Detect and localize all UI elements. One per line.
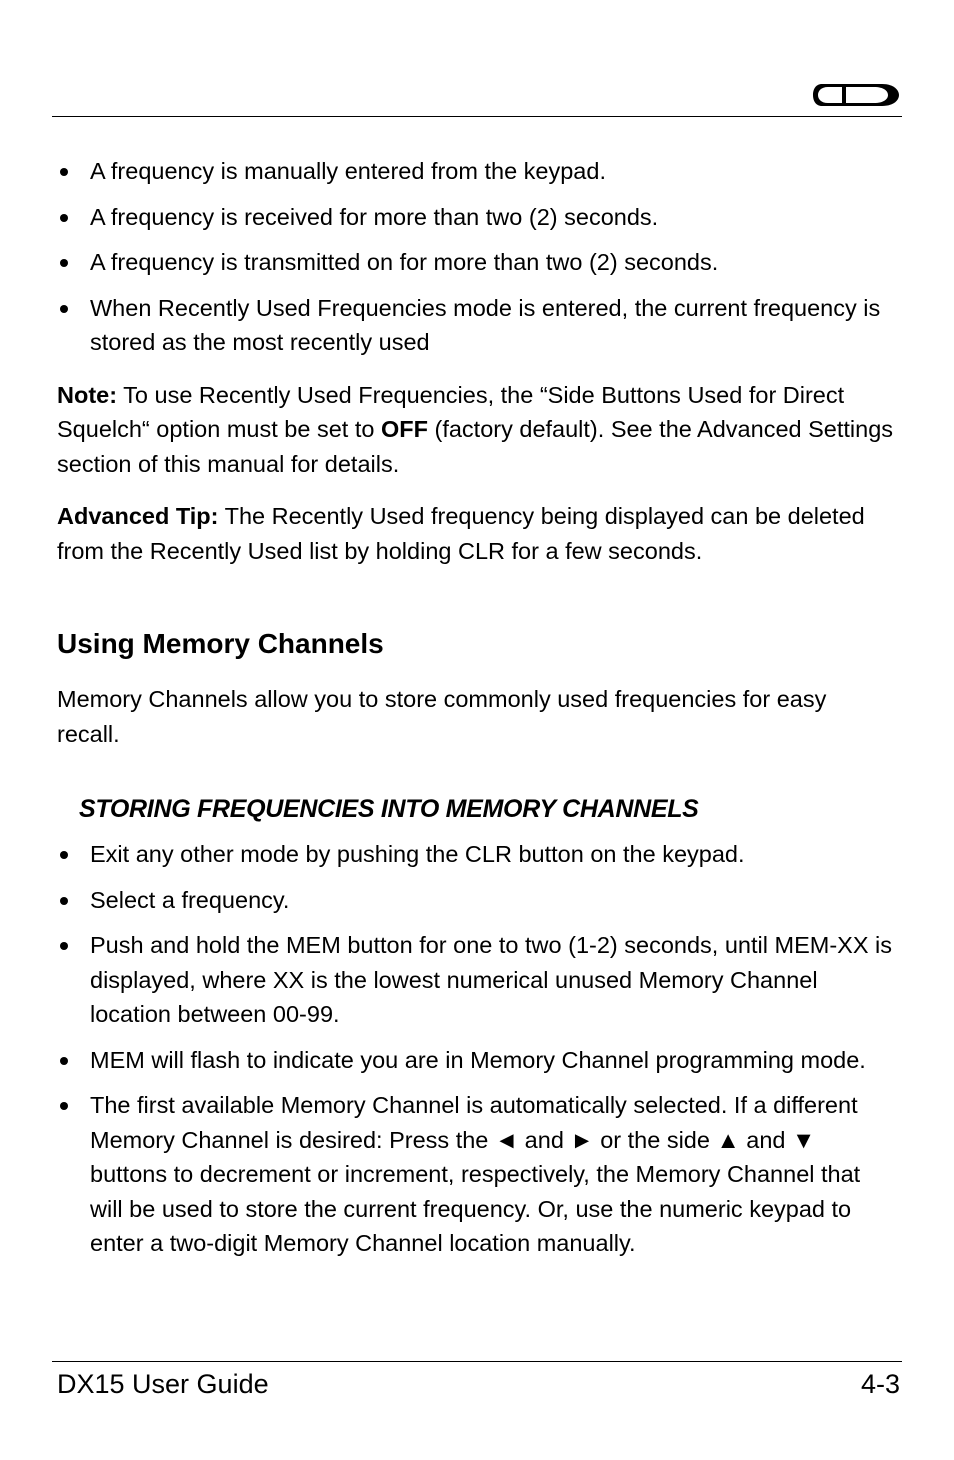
- bullet-icon: [60, 214, 68, 222]
- memory-steps-list: [57, 837, 895, 1261]
- section-heading: Using Memory Channels: [57, 628, 384, 659]
- list-item: The first available Memory Channel is automatically selected. If a different Memory Channel is desired: Press the ◄ and ► or the side ▲ and ▼ buttons to decrement or increment, respectively, the Memory Channel that will be used to store the current frequency. Or, use the numeric keypad to enter a two-digit Memory Channel location manually.: [57, 1088, 895, 1261]
- note-paragraph: Note: To use Recently Used Frequencies, the “Side Buttons Used for Direct Squelch“ option must be set to OFF (factory default). See the Advanced Settings section of this manual for details.: [57, 381, 894, 477]
- bullet-icon: [60, 259, 68, 267]
- header-rule: [52, 116, 902, 117]
- footer-title: DX15 User Guide: [57, 1369, 269, 1399]
- bullet-icon: [60, 897, 68, 905]
- section-intro: Memory Channels allow you to store commonly used frequencies for easy recall.: [57, 686, 827, 747]
- page-number: 4-3: [860, 1369, 900, 1399]
- list-item: Exit any other mode by pushing the CLR button on the keypad.: [57, 837, 895, 872]
- subsection-heading: STORING FREQUENCIES INTO MEMORY CHANNELS: [79, 795, 699, 823]
- bullet-icon: [60, 305, 68, 313]
- list-item: A frequency is received for more than two (2) seconds.: [57, 200, 895, 235]
- note-emphasis: OFF: [380, 416, 428, 442]
- list-item: Push and hold the MEM button for one to two (1-2) seconds, until MEM-XX is displayed, where XX is the lowest numerical unused Memory Channel location between 00-99.: [57, 928, 895, 1032]
- tip-label: Advanced Tip:: [57, 503, 219, 529]
- bullet-icon: [60, 942, 68, 950]
- list-item: When Recently Used Frequencies mode is entered, the current frequency is stored as the most recently used: [57, 291, 895, 360]
- bullet-icon: [60, 168, 68, 176]
- list-item: A frequency is transmitted on for more than two (2) seconds.: [57, 245, 895, 280]
- list-item: MEM will flash to indicate you are in Memory Channel programming mode.: [57, 1043, 895, 1078]
- bullet-icon: [60, 1057, 68, 1065]
- footer-rule: [52, 1361, 902, 1362]
- note-label: Note:: [57, 381, 118, 408]
- list-item: Select a frequency.: [57, 883, 895, 918]
- page-content: [57, 154, 895, 1272]
- bullet-icon: [60, 1102, 68, 1110]
- dynon-logo-icon: [812, 80, 900, 110]
- recent-frequency-conditions-list: [57, 154, 895, 360]
- bullet-icon: [60, 851, 68, 859]
- list-item: A frequency is manually entered from the keypad.: [57, 154, 895, 189]
- advanced-tip-paragraph: Advanced Tip: The Recently Used frequency being displayed can be deleted from the Recently Used list by holding CLR for a few seconds.: [57, 503, 865, 564]
